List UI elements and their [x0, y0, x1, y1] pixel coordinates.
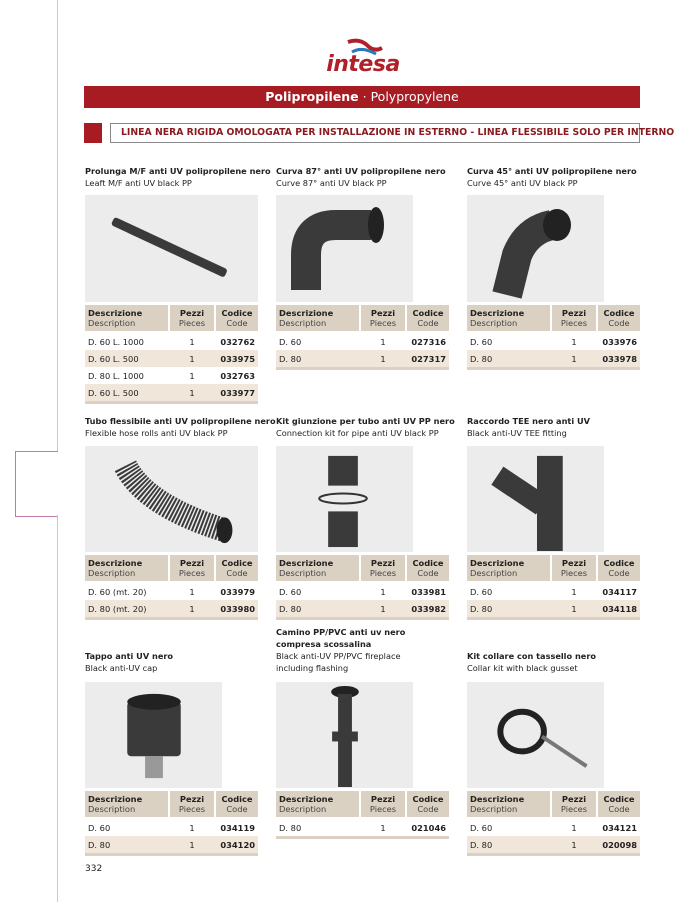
row-description: D. 80 L. 1000	[88, 370, 144, 381]
header-label-en: Description	[470, 804, 518, 814]
table-header-row	[276, 555, 449, 581]
product-title	[467, 415, 640, 439]
row-pieces: 1	[189, 370, 195, 381]
intesa-logo	[318, 38, 408, 82]
row-pieces: 1	[169, 350, 215, 367]
product-title	[85, 415, 276, 439]
product-name-en: Black anti-UV TEE fitting	[467, 428, 567, 438]
header-label-en: Pieces	[178, 318, 206, 328]
table-header-cell	[360, 555, 406, 581]
header-label-en: Pieces	[369, 318, 397, 328]
header-label-it: Descrizione	[279, 308, 334, 318]
table-header-cell	[597, 555, 640, 581]
header-label-it: Codice	[221, 558, 253, 568]
header-label-it: Pezzi	[179, 558, 205, 568]
header-label-it: Pezzi	[561, 308, 587, 318]
table-header-cell	[551, 555, 597, 581]
table-row	[276, 817, 449, 838]
table-header-row	[467, 791, 640, 817]
table-header-cell	[276, 305, 360, 331]
table-row	[85, 836, 258, 855]
header-label-it: Descrizione	[279, 794, 334, 804]
table-row	[85, 384, 258, 403]
notice-bar	[84, 123, 675, 143]
row-pieces: 1	[571, 822, 577, 833]
product-title	[276, 626, 449, 674]
collar-kit-icon	[467, 682, 604, 788]
product-name-en: Leaft M/F anti UV black PP	[85, 178, 192, 188]
product-image-tee-fitting	[467, 446, 604, 552]
table-header-row	[467, 555, 640, 581]
header-label-en: Pieces	[369, 804, 397, 814]
product-title	[85, 165, 271, 189]
product-name-it: Tappo anti UV nero	[85, 651, 174, 661]
table-header-cell	[406, 305, 449, 331]
product-table	[85, 555, 258, 620]
table-header-row	[85, 555, 258, 581]
row-description: D. 80	[85, 836, 169, 855]
table-row	[85, 350, 258, 367]
table-header-cell	[85, 791, 169, 817]
row-code: 033982	[406, 600, 449, 619]
header-label-en: Description	[279, 804, 327, 814]
row-code: 033978	[597, 350, 640, 369]
banner-separator: ·	[362, 89, 367, 104]
row-code: 033977	[215, 384, 258, 403]
header-label-it: Codice	[603, 794, 635, 804]
product-image-elbow-45	[467, 195, 604, 302]
product-name-en: Black anti-UV PP/PVC fireplace	[276, 651, 401, 661]
header-label-it: Pezzi	[370, 794, 396, 804]
chimney-icon	[276, 682, 413, 788]
row-code: 034117	[602, 586, 637, 597]
table-row	[276, 600, 449, 619]
row-pieces: 1	[551, 836, 597, 855]
table-header-cell	[467, 305, 551, 331]
header-label-it: Pezzi	[370, 558, 396, 568]
header-label-en: Code	[608, 568, 630, 578]
header-label-it: Codice	[603, 558, 635, 568]
product-title	[467, 165, 640, 189]
row-code: 034119	[220, 822, 255, 833]
product-image-connection-kit	[276, 446, 413, 552]
row-code: 021046	[411, 822, 446, 833]
notice-text: LINEA NERA RIGIDA OMOLOGATA PER INSTALLAZIONE IN ESTERNO - LINEA FLESSIBILE SOLO PER INTERNO	[110, 123, 640, 143]
header-label-en: Description	[279, 568, 327, 578]
row-description: D. 80	[467, 350, 551, 369]
row-description: D. 60	[279, 336, 302, 347]
row-code: 033975	[215, 350, 258, 367]
header-label-it: Codice	[412, 308, 444, 318]
product-title	[85, 650, 258, 674]
row-code: 033980	[215, 600, 258, 619]
row-description: D. 60	[470, 586, 493, 597]
table-header-cell	[276, 555, 360, 581]
table-row	[467, 600, 640, 619]
row-description: D. 60 L. 500	[85, 350, 169, 367]
row-pieces: 1	[360, 600, 406, 619]
table-row	[276, 581, 449, 600]
table-row	[276, 350, 449, 369]
row-description: D. 60	[470, 822, 493, 833]
cap-icon	[85, 682, 222, 788]
table-header-cell	[215, 305, 258, 331]
row-description: D. 80	[467, 600, 551, 619]
header-label-en: Code	[608, 804, 630, 814]
header-label-en: Pieces	[178, 804, 206, 814]
table-header-cell	[215, 791, 258, 817]
product-name-en: Flexible hose rolls anti UV black PP	[85, 428, 228, 438]
row-description: D. 80	[276, 600, 360, 619]
header-label-en: Pieces	[560, 568, 588, 578]
table-header-cell	[360, 791, 406, 817]
table-header-cell	[215, 555, 258, 581]
product-table	[467, 555, 640, 620]
table-row	[467, 350, 640, 369]
row-pieces: 1	[189, 822, 195, 833]
table-row	[85, 581, 258, 600]
table-header-cell	[551, 791, 597, 817]
row-code: 033979	[220, 586, 255, 597]
row-code: 027317	[406, 350, 449, 369]
header-label-it: Descrizione	[470, 308, 525, 318]
elbow-45-icon	[467, 195, 604, 302]
row-description: D. 80	[279, 822, 302, 833]
row-pieces: 1	[571, 586, 577, 597]
row-code: 034118	[597, 600, 640, 619]
product-name-it: Kit collare con tassello nero	[467, 651, 597, 661]
row-code: 020098	[597, 836, 640, 855]
table-row	[85, 600, 258, 619]
banner-title-it: Polipropilene	[265, 89, 359, 104]
product-table	[276, 555, 449, 620]
header-label-en: Description	[279, 318, 327, 328]
header-label-en: Code	[226, 804, 248, 814]
row-pieces: 1	[169, 384, 215, 403]
product-name-en: Curve 87° anti UV black PP	[276, 178, 387, 188]
pipe-extension-icon	[85, 195, 258, 302]
product-title	[276, 415, 455, 439]
header-label-en: Code	[226, 318, 248, 328]
header-label-en: Pieces	[560, 804, 588, 814]
banner-title-en: Polypropylene	[370, 89, 459, 104]
product-title	[467, 650, 640, 674]
row-pieces: 1	[169, 600, 215, 619]
row-pieces: 1	[571, 336, 577, 347]
tee-fitting-icon	[467, 446, 604, 552]
row-code: 033976	[602, 336, 637, 347]
page-edge-tab	[15, 451, 58, 517]
product-title	[276, 165, 449, 189]
row-description: D. 60	[88, 822, 111, 833]
table-header-cell	[85, 305, 169, 331]
flexible-hose-icon	[85, 446, 258, 552]
header-label-en: Description	[88, 318, 136, 328]
header-label-en: Pieces	[560, 318, 588, 328]
product-image-collar-kit	[467, 682, 604, 788]
table-row	[276, 331, 449, 350]
table-header-cell	[360, 305, 406, 331]
row-pieces: 1	[380, 336, 386, 347]
table-header-cell	[85, 555, 169, 581]
header-label-it: Pezzi	[561, 794, 587, 804]
header-label-it: Codice	[221, 794, 253, 804]
header-label-it: Pezzi	[561, 558, 587, 568]
product-image-chimney	[276, 682, 413, 788]
table-row	[467, 817, 640, 836]
table-row	[467, 581, 640, 600]
product-name-it: Raccordo TEE nero anti UV	[467, 416, 590, 426]
table-header-row	[276, 305, 449, 331]
logo-wordmark: intesa	[326, 52, 400, 77]
row-code: 027316	[411, 336, 446, 347]
table-header-cell	[169, 305, 215, 331]
product-name-it: Prolunga M/F anti UV polipropilene nero	[85, 166, 271, 176]
table-header-cell	[597, 791, 640, 817]
product-table	[85, 791, 258, 856]
product-image-pipe-extension	[85, 195, 258, 302]
table-header-row	[276, 791, 449, 817]
header-label-en: Code	[417, 568, 439, 578]
header-label-it: Pezzi	[179, 308, 205, 318]
table-header-cell	[467, 555, 551, 581]
header-label-it: Codice	[221, 308, 253, 318]
product-image-flexible-hose	[85, 446, 258, 552]
header-label-en: Description	[470, 568, 518, 578]
product-name-it: Kit giunzione per tubo anti UV PP nero	[276, 416, 455, 426]
row-pieces: 1	[551, 600, 597, 619]
product-name-en: Curve 45° anti UV black PP	[467, 178, 578, 188]
row-description: D. 80 (mt. 20)	[85, 600, 169, 619]
product-name-it: Curva 87° anti UV polipropilene nero	[276, 166, 446, 176]
product-name-en: Collar kit with black gusset	[467, 663, 578, 673]
product-table	[276, 305, 449, 370]
row-description: D. 80	[467, 836, 551, 855]
product-name-it: Tubo flessibile anti UV polipropilene nero	[85, 416, 276, 426]
row-code: 033981	[411, 586, 446, 597]
header-label-it: Descrizione	[470, 794, 525, 804]
page-number: 332	[85, 864, 103, 874]
table-row	[467, 331, 640, 350]
row-description: D. 60	[279, 586, 302, 597]
header-label-it: Descrizione	[88, 308, 143, 318]
table-header-cell	[169, 555, 215, 581]
product-image-elbow-87	[276, 195, 413, 302]
table-header-cell	[406, 555, 449, 581]
table-header-cell	[551, 305, 597, 331]
header-label-it: Descrizione	[88, 558, 143, 568]
product-image-cap	[85, 682, 222, 788]
product-name-en: including flashing	[276, 663, 349, 673]
header-label-it: Descrizione	[279, 558, 334, 568]
product-table	[276, 791, 449, 839]
header-label-en: Pieces	[369, 568, 397, 578]
table-row	[85, 817, 258, 836]
row-pieces: 1	[551, 350, 597, 369]
row-description: D. 80	[276, 350, 360, 369]
table-header-row	[467, 305, 640, 331]
row-pieces: 1	[380, 822, 386, 833]
header-label-en: Code	[417, 804, 439, 814]
row-pieces: 1	[380, 586, 386, 597]
notice-marker	[84, 123, 102, 143]
header-label-en: Code	[226, 568, 248, 578]
table-header-row	[85, 791, 258, 817]
row-pieces: 1	[189, 336, 195, 347]
elbow-87-icon	[276, 195, 413, 302]
product-table	[467, 305, 640, 370]
header-label-en: Code	[417, 318, 439, 328]
row-pieces: 1	[360, 350, 406, 369]
table-row	[85, 367, 258, 384]
product-table	[85, 305, 258, 404]
section-banner	[84, 86, 640, 108]
header-label-it: Pezzi	[370, 308, 396, 318]
row-code: 034121	[602, 822, 637, 833]
header-label-it: Codice	[412, 794, 444, 804]
header-label-it: Descrizione	[470, 558, 525, 568]
product-name-it: Curva 45° anti UV polipropilene nero	[467, 166, 637, 176]
page-edge-line	[57, 0, 58, 451]
header-label-en: Description	[88, 568, 136, 578]
header-label-it: Codice	[603, 308, 635, 318]
row-code: 032762	[220, 336, 255, 347]
header-label-it: Codice	[412, 558, 444, 568]
header-label-it: Descrizione	[88, 794, 143, 804]
product-name-en: Black anti-UV cap	[85, 663, 158, 673]
connection-kit-icon	[276, 446, 413, 552]
product-table	[467, 791, 640, 856]
page-edge-line	[57, 515, 58, 902]
product-name-it: Camino PP/PVC anti uv nero	[276, 627, 406, 637]
table-header-cell	[467, 791, 551, 817]
table-header-cell	[169, 791, 215, 817]
row-code: 034120	[215, 836, 258, 855]
row-description: D. 60 L. 500	[85, 384, 169, 403]
header-label-en: Code	[608, 318, 630, 328]
table-header-row	[85, 305, 258, 331]
header-label-en: Description	[470, 318, 518, 328]
row-description: D. 60 L. 1000	[88, 336, 144, 347]
product-name-it: compresa scossalina	[276, 639, 372, 649]
product-name-en: Connection kit for pipe anti UV black PP	[276, 428, 439, 438]
table-header-cell	[406, 791, 449, 817]
table-row	[467, 836, 640, 855]
row-code: 032763	[220, 370, 255, 381]
header-label-en: Pieces	[178, 568, 206, 578]
header-label-it: Pezzi	[179, 794, 205, 804]
table-row	[85, 331, 258, 350]
row-pieces: 1	[169, 836, 215, 855]
table-header-cell	[597, 305, 640, 331]
row-description: D. 60 (mt. 20)	[88, 586, 147, 597]
row-pieces: 1	[189, 586, 195, 597]
row-description: D. 60	[470, 336, 493, 347]
header-label-en: Description	[88, 804, 136, 814]
table-header-cell	[276, 791, 360, 817]
